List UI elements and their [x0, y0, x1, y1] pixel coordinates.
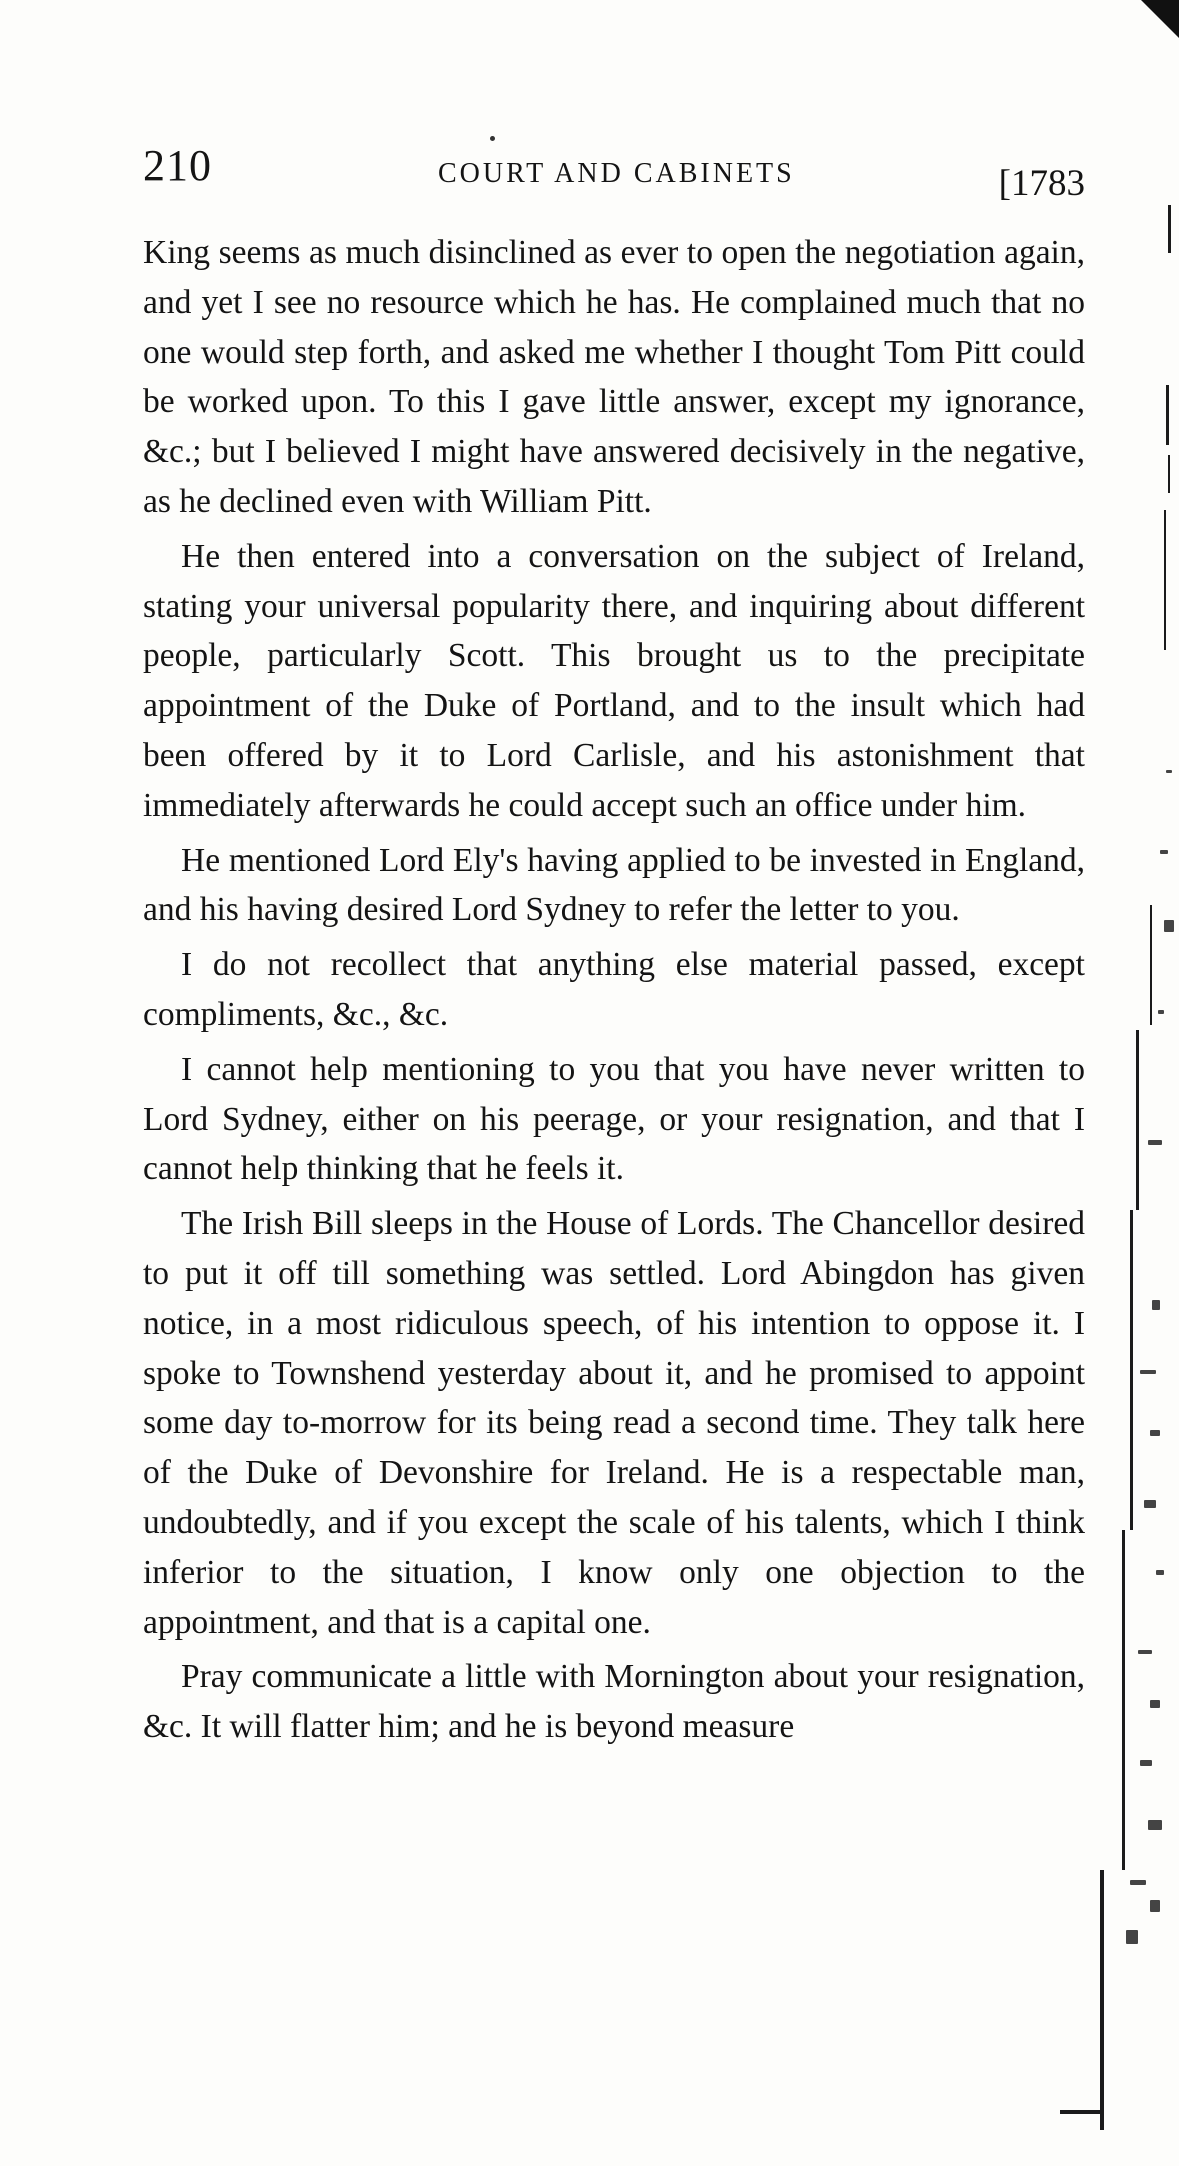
scan-speck — [1152, 1300, 1160, 1310]
scan-edge-corner — [1141, 0, 1179, 38]
scan-edge-line — [1166, 385, 1169, 445]
scan-edge-line — [1122, 1530, 1125, 1870]
scan-edge-line — [1136, 1030, 1139, 1210]
paragraph: The Irish Bill sleeps in the House of Lords. The Chancellor desired to put it off till something was settled. Lord Abingdon has given notice, in a most ridiculous speech, of his intention to oppose it. I spoke to Townshend yesterday about it, and he promised to appoint some day to-morrow for its being read a second time. They talk here of the Duke of Devonshire for Ireland. He is a respectable man, undoubtedly, and if you except the scale of his talents, which I think inferior to the situation, I know only one objection to the appointment, and that is a capital one. — [143, 1205, 1085, 1641]
running-year: [1783 — [998, 163, 1085, 204]
scan-edge-line — [1164, 510, 1166, 650]
scan-speck — [1148, 1820, 1162, 1830]
paragraph: I do not recollect that anything else material passed, except compliments, &c., &c. — [143, 946, 1085, 1033]
scan-speck — [1166, 770, 1172, 773]
scan-speck — [1140, 1760, 1152, 1766]
scan-speck — [1156, 1570, 1164, 1575]
scan-edge-line — [1168, 205, 1171, 253]
scan-edge-line — [1130, 1210, 1133, 1530]
paragraph: I cannot help mentioning to you that you have never written to Lord Sydney, either on his peerage, or your resignation, and that I cannot help thinking that he feels it. — [143, 1050, 1085, 1188]
scan-speck — [1160, 850, 1168, 854]
scan-speck — [1164, 920, 1174, 932]
running-head — [143, 140, 1085, 204]
scan-speck — [1148, 1140, 1162, 1145]
scan-edge-line — [1100, 1870, 1104, 2130]
scan-edge-line — [1150, 905, 1152, 1025]
scan-edge-line — [1168, 455, 1170, 493]
scan-speck — [1150, 1430, 1160, 1436]
scan-speck — [1150, 1900, 1160, 1912]
scan-speck — [1130, 1880, 1146, 1885]
paragraph: Pray communicate a little with Mornington about your resignation, &c. It will flatter him; and he is beyond measure — [143, 1658, 1085, 1746]
paragraph: He mentioned Lord Ely's having applied to be invested in England, and his having desired Lord Sydney to refer the letter to you. — [143, 841, 1085, 929]
paragraph: He then entered into a conversation on the subject of Ireland, stating your universal popularity there, and inquiring about different people, particularly Scott. This brought us to the precipitate appointment of the Duke of Portland, and to the insult which had been offered by it to Lord Carlisle, and his astonishment that immediately afterwards he could accept such an office under him. — [143, 537, 1085, 824]
scan-speck — [1144, 1500, 1156, 1508]
running-title: COURT AND CABINETS — [438, 158, 795, 189]
scan-speck — [1150, 1700, 1160, 1708]
body-text — [143, 228, 1085, 1757]
scan-speck — [1126, 1930, 1138, 1944]
scan-edge-line — [1060, 2110, 1104, 2114]
scan-speck — [1158, 1010, 1164, 1014]
page-number: 210 — [143, 141, 212, 190]
scan-speck — [1140, 1370, 1156, 1374]
scan-speck — [1138, 1650, 1152, 1654]
paragraph: King seems as much disinclined as ever to open the negotiation again, and yet I see no resource which he has. He complained much that no one would step forth, and asked me whether I thought Tom Pitt could be worked upon. To this I gave little answer, except my ignorance, &c.; but I believed I might have answered decisively in the negative, as he declined even with William Pitt. — [143, 234, 1085, 520]
